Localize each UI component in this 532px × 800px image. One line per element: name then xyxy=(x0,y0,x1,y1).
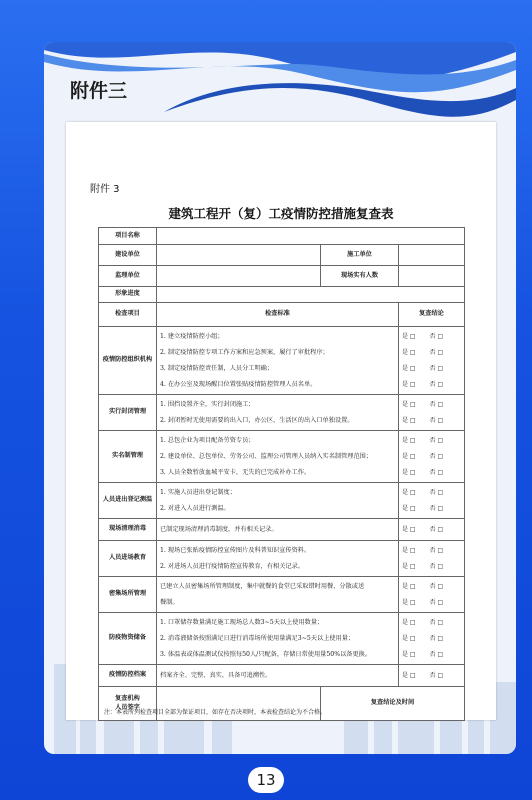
cell-value xyxy=(157,287,465,303)
signer-label-1: 复查机构 xyxy=(115,695,140,703)
inspection-table xyxy=(98,227,465,721)
cell-label: 现场实有人数 xyxy=(321,266,399,287)
result-yes-checkbox[interactable]: 是 □ xyxy=(402,598,416,606)
signer-label-2: 人员签字 xyxy=(115,703,140,711)
standard-line: 1. 现场已张贴疫情防控宣传图片及科普知识宣传资料。 xyxy=(160,546,311,554)
result-no-checkbox[interactable]: 否 □ xyxy=(429,671,444,679)
document-sheet xyxy=(66,122,496,720)
result-yes-checkbox[interactable]: 是 □ xyxy=(402,400,416,408)
result-yes-checkbox[interactable]: 是 □ xyxy=(402,452,416,460)
result-no-checkbox[interactable]: 否 □ xyxy=(429,380,444,388)
check-item-name: 防疫物资储备 xyxy=(99,613,157,665)
result-no-checkbox[interactable]: 否 □ xyxy=(429,488,444,496)
result-cell xyxy=(399,431,465,483)
check-item-name: 实行封闭管理 xyxy=(99,395,157,431)
result-yes-checkbox[interactable]: 是 □ xyxy=(402,348,416,356)
standard-line: 3. 制定疫情防控责任制，人员分工明确； xyxy=(160,364,274,372)
check-row xyxy=(99,519,465,541)
result-no-checkbox[interactable]: 否 □ xyxy=(429,400,444,408)
result-yes-checkbox[interactable]: 是 □ xyxy=(402,618,416,626)
cell-value xyxy=(399,245,465,266)
result-no-checkbox[interactable]: 否 □ xyxy=(429,562,444,570)
cell-label: 施工单位 xyxy=(321,245,399,266)
footnote: 注：本表所列检查项目全部为保证项目，如存在否决项时，本表检查结论为不合格。 xyxy=(104,709,327,716)
result-yes-checkbox[interactable]: 是 □ xyxy=(402,380,416,388)
result-yes-checkbox[interactable]: 是 □ xyxy=(402,582,416,590)
result-yes-checkbox[interactable]: 是 □ xyxy=(402,332,416,340)
result-no-checkbox[interactable]: 否 □ xyxy=(429,452,444,460)
result-no-checkbox[interactable]: 否 □ xyxy=(429,650,444,658)
standard-line: 1. 口罩储存数量满足施工现场总人数3~5天以上使用数量； xyxy=(160,618,324,626)
check-standard xyxy=(157,613,399,665)
standard-line: 2. 对进场人员进行疫情防控宣传教育，有相关记录。 xyxy=(160,562,304,570)
result-cell xyxy=(399,665,465,687)
standard-line: 已制定现场清理消毒制度，并有相关记录。 xyxy=(160,525,278,533)
result-yes-checkbox[interactable]: 是 □ xyxy=(402,364,416,372)
result-cell xyxy=(399,519,465,541)
cell-label: 项目名称 xyxy=(99,228,157,245)
result-cell xyxy=(399,327,465,395)
result-yes-checkbox[interactable]: 是 □ xyxy=(402,546,416,554)
result-no-checkbox[interactable]: 否 □ xyxy=(429,416,444,424)
standard-line: 1. 建立疫情防控小组； xyxy=(160,332,224,340)
check-row xyxy=(99,395,465,431)
check-item-name: 疫情防控组织机构 xyxy=(99,327,157,395)
cell-value xyxy=(157,228,465,245)
check-item-name: 人员进出登记测温 xyxy=(99,483,157,519)
result-no-checkbox[interactable]: 否 □ xyxy=(429,598,444,606)
result-no-checkbox[interactable]: 否 □ xyxy=(429,364,444,372)
check-item-name: 现场清理消毒 xyxy=(99,519,157,541)
check-row xyxy=(99,665,465,687)
result-no-checkbox[interactable]: 否 □ xyxy=(429,468,444,476)
standard-line: 1. 实施人员进出登记制度； xyxy=(160,488,236,496)
header-check-item: 检查项目 xyxy=(99,303,157,327)
result-yes-checkbox[interactable]: 是 □ xyxy=(402,504,416,512)
result-no-checkbox[interactable]: 否 □ xyxy=(429,582,444,590)
result-yes-checkbox[interactable]: 是 □ xyxy=(402,436,416,444)
standard-line: 3. 人员全数暂放血城平安卡，无失的已完成补办工作。 xyxy=(160,468,311,476)
check-item-name: 实名制管理 xyxy=(99,431,157,483)
cell-label: 复查结论及时间 xyxy=(321,687,465,721)
standard-line: 2. 建设单位、总包单位、劳务公司、监理公司管理人员纳入实名制管理范围； xyxy=(160,452,373,460)
check-standard xyxy=(157,577,399,613)
page-number: 13 xyxy=(248,767,284,793)
check-standard xyxy=(157,483,399,519)
result-yes-checkbox[interactable]: 是 □ xyxy=(402,488,416,496)
cell-label: 监理单位 xyxy=(99,266,157,287)
standard-line: 档案齐全、完整、真实，具备可追溯性。 xyxy=(160,671,272,679)
result-cell xyxy=(399,483,465,519)
check-row xyxy=(99,577,465,613)
result-no-checkbox[interactable]: 否 □ xyxy=(429,504,444,512)
result-cell xyxy=(399,541,465,577)
result-cell xyxy=(399,613,465,665)
standard-line: 2. 制定疫情防控专项工作方案和应急预案，履行了审批程序； xyxy=(160,348,329,356)
check-standard xyxy=(157,395,399,431)
result-yes-checkbox[interactable]: 是 □ xyxy=(402,634,416,642)
header-check-standard: 检查标准 xyxy=(157,303,399,327)
result-yes-checkbox[interactable]: 是 □ xyxy=(402,416,416,424)
result-no-checkbox[interactable]: 否 □ xyxy=(429,525,444,533)
check-standard xyxy=(157,519,399,541)
check-row xyxy=(99,431,465,483)
result-no-checkbox[interactable]: 否 □ xyxy=(429,436,444,444)
result-yes-checkbox[interactable]: 是 □ xyxy=(402,562,416,570)
result-yes-checkbox[interactable]: 是 □ xyxy=(402,525,416,533)
header-result: 复查结论 xyxy=(399,303,465,327)
standard-line: 2. 对进入人员进行测温。 xyxy=(160,504,230,512)
standard-line: 2. 封闭暂时无使用需要的出入口，办公区、生活区的出入口单独设置。 xyxy=(160,416,354,424)
cell-value xyxy=(157,245,321,266)
standard-line: 3. 体温表或体温测试仪按照每50人/只配备，存储日常使用量50%以备更换。 xyxy=(160,650,372,658)
result-yes-checkbox[interactable]: 是 □ xyxy=(402,468,416,476)
standard-line: 1. 总包企业为项目配备劳资专员； xyxy=(160,436,255,444)
check-item-name: 密集场所管理 xyxy=(99,577,157,613)
check-row xyxy=(99,327,465,395)
check-standard xyxy=(157,541,399,577)
attachment-card xyxy=(44,42,516,754)
standard-line: 2. 消毒液储备按照满足日进行消毒场所使用量满足3~5天以上使用量； xyxy=(160,634,355,642)
standard-line: 已建立人员密集场所管理制度，集中就餐的食堂已采取错时用餐、分散或送 xyxy=(160,582,365,590)
check-standard xyxy=(157,665,399,687)
result-cell xyxy=(399,395,465,431)
standard-line: 餐制。 xyxy=(160,598,179,606)
standard-line: 4. 在办公室及现场醒目位置张贴疫情防控管理人员名单。 xyxy=(160,380,317,388)
check-row xyxy=(99,613,465,665)
result-no-checkbox[interactable]: 否 □ xyxy=(429,618,444,626)
cell-label: 建设单位 xyxy=(99,245,157,266)
standard-line: 1. 围挡设置齐全，实行封闭施工； xyxy=(160,400,255,408)
result-yes-checkbox[interactable]: 是 □ xyxy=(402,650,416,658)
attachment-heading: 附件三 xyxy=(70,80,128,102)
attachment-label: 附件 3 xyxy=(90,184,120,195)
check-standard xyxy=(157,431,399,483)
result-no-checkbox[interactable]: 否 □ xyxy=(429,546,444,554)
result-no-checkbox[interactable]: 否 □ xyxy=(429,634,444,642)
result-cell xyxy=(399,577,465,613)
result-yes-checkbox[interactable]: 是 □ xyxy=(402,671,416,679)
check-row xyxy=(99,541,465,577)
check-item-name: 人员进场教育 xyxy=(99,541,157,577)
result-no-checkbox[interactable]: 否 □ xyxy=(429,332,444,340)
check-standard xyxy=(157,327,399,395)
document-title: 建筑工程开（复）工疫情防控措施复查表 xyxy=(168,206,394,221)
result-no-checkbox[interactable]: 否 □ xyxy=(429,348,444,356)
check-item-name: 疫情防控档案 xyxy=(99,665,157,687)
cell-label: 形象进度 xyxy=(99,287,157,303)
check-row xyxy=(99,483,465,519)
cell-value xyxy=(157,266,321,287)
cell-value xyxy=(399,266,465,287)
